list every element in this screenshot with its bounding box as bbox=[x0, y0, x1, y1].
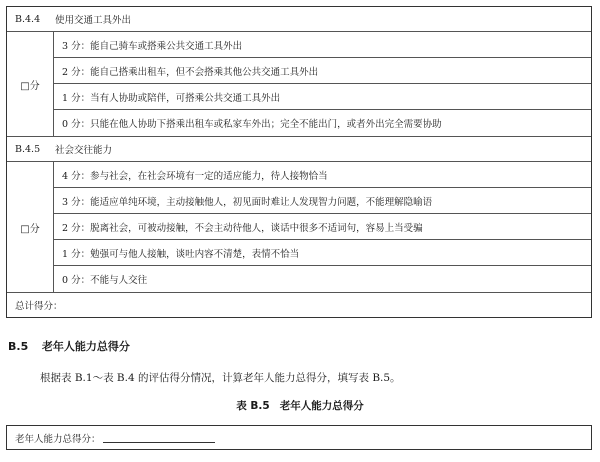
table-b4 bbox=[6, 6, 592, 318]
option-row: 3 分：能自己骑车或搭乘公共交通工具外出 bbox=[54, 32, 591, 58]
option-row: 1 分：当有人协助或陪伴，可搭乘公共交通工具外出 bbox=[54, 84, 591, 110]
section-header-b4-4 bbox=[7, 7, 591, 32]
option-row: 2 分：脱离社会，可被动接触，不会主动待他人，谈话中很多不适词句，容易上当受骗 bbox=[54, 214, 591, 240]
total-score-field[interactable] bbox=[103, 432, 215, 443]
table-caption bbox=[0, 398, 600, 413]
score-box[interactable]: □分 bbox=[7, 32, 54, 136]
options-group-b4-5 bbox=[7, 162, 591, 293]
field-label: 老年人能力总得分： bbox=[15, 433, 101, 445]
table-b5 bbox=[6, 425, 592, 450]
option-row: 1 分：勉强可与他人接触，谈吐内容不清楚，表情不恰当 bbox=[54, 240, 591, 266]
option-row: 2 分：能自己搭乘出租车，但不会搭乘其他公共交通工具外出 bbox=[54, 58, 591, 84]
option-row: 0 分：不能与人交往 bbox=[62, 275, 148, 286]
caption-prefix: 表 B.5 bbox=[236, 400, 270, 412]
option-row: 4 分：参与社会，在社会环境有一定的适应能力，待人接物恰当 bbox=[54, 162, 591, 188]
section-header-b4-5 bbox=[7, 137, 591, 162]
section-code: B.4.4 bbox=[15, 13, 41, 25]
section-heading-b5 bbox=[8, 338, 130, 354]
section-title: 社会交往能力 bbox=[55, 145, 113, 156]
section-code: B.4.5 bbox=[15, 143, 41, 155]
options-group-b4-4 bbox=[7, 32, 591, 137]
option-row: 3 分：能适应单纯环境，主动接触他人，初见面时难让人发现智力问题，不能理解隐喻语 bbox=[54, 188, 591, 214]
section-number: B.5 bbox=[8, 340, 29, 353]
instruction-paragraph: 根据表 B.1～表 B.4 的评估得分情况，计算老年人能力总得分，填写表 B.5。 bbox=[40, 372, 401, 384]
option-row: 0 分：只能在他人协助下搭乘出租车或私家车外出；完全不能出门，或者外出完全需要协助 bbox=[62, 119, 442, 130]
section-title: 使用交通工具外出 bbox=[55, 15, 132, 26]
total-score-row[interactable]: 总计得分： bbox=[15, 301, 63, 312]
section-title: 老年人能力总得分 bbox=[41, 340, 130, 353]
score-box[interactable]: □分 bbox=[7, 162, 54, 292]
caption-title: 老年人能力总得分 bbox=[279, 400, 364, 412]
